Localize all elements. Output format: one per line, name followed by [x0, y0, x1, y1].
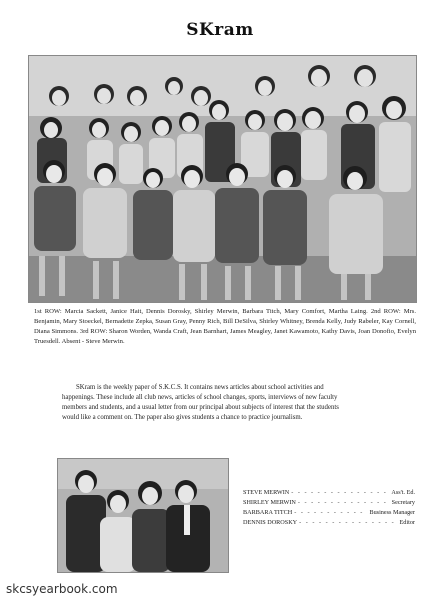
leader-dots — [298, 498, 390, 508]
leader-dots — [294, 508, 367, 518]
staff-row — [243, 488, 415, 498]
staff-role: Secretary — [391, 499, 415, 506]
photo-caption: 1st ROW: Marcia Sackett, Janice Hait, Dennis Dorosky, Shirley Merwin, Barbara Titch, Mary Comfort, Martha Laing. 2nd ROW: Mrs. Benjamin, Mary Stoeckel, Bernadette Zepka, Susan Gray, Penny Rich, Bill DeSilva, Shirley Whitney, Brenda Kelly, Judy Rabeler, Kay Cornell, Diana Simmons. 3rd ROW: Sharon Worden, Wanda Craft, Jean Barnhart, James Meagley, Janet Kawamoto, Kathy Davis, Joan Donofio, Evelyn Truesdell. Absent - Steve Merwin. — [34, 308, 416, 345]
watermark-text: skcsyearbook.com — [6, 582, 118, 596]
leader-dots — [291, 488, 389, 498]
staff-role: Business Manager — [369, 509, 415, 516]
group-photo — [28, 55, 417, 303]
staff-photo — [57, 458, 229, 573]
staff-role: Ass't. Ed. — [391, 489, 415, 496]
staff-row — [243, 508, 415, 518]
staff-name: BARBARA TITCH — [243, 509, 293, 516]
staff-photo-illustration — [58, 459, 228, 572]
staff-row — [243, 498, 415, 508]
group-photo-illustration — [29, 56, 416, 302]
staff-name: STEVE MERWIN — [243, 489, 290, 496]
staff-list — [243, 488, 415, 528]
page-title: SKram — [186, 20, 254, 40]
staff-row — [243, 518, 415, 528]
leader-dots — [299, 518, 397, 528]
staff-name: DENNIS DOROSKY — [243, 519, 298, 526]
description-paragraph: SKram is the weekly paper of S.K.C.S. It contains news articles about school activities and happenings. These include all club news, articles of school changes, sports, interviews of new faculty members and students, and a usual letter from our principal about subjects of interest that the students would like a comment on. The paper also gives students a chance to practice journalism. — [62, 384, 339, 421]
staff-role: Editor — [399, 519, 415, 526]
staff-name: SHIRLEY MERWIN — [243, 499, 296, 506]
